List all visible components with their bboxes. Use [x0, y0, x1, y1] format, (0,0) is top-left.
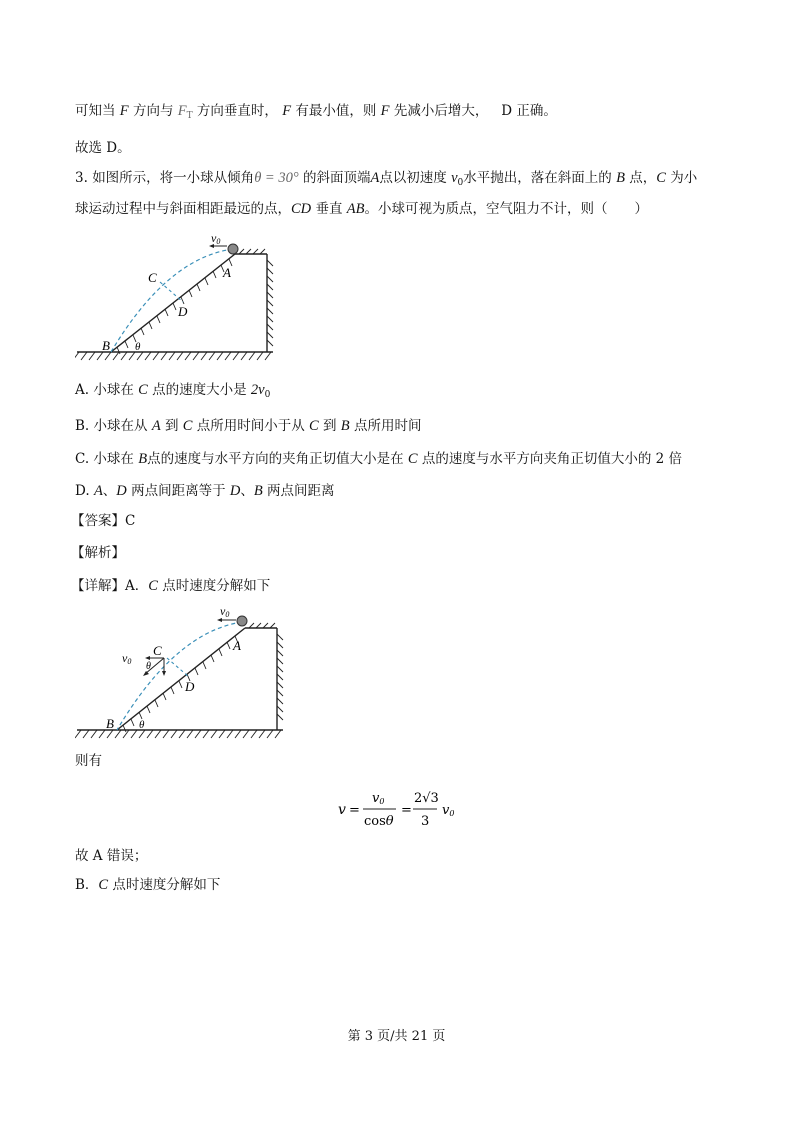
answer-value: C	[125, 513, 136, 529]
var-C: C	[98, 877, 109, 893]
label-v0: v0	[211, 231, 221, 246]
subscript: 0	[457, 178, 464, 188]
text: B．	[75, 877, 99, 893]
var-AB: AB	[346, 201, 365, 217]
cd-dashed-line	[167, 658, 189, 677]
prev-solution-line-1	[75, 101, 557, 126]
text: D 正确。	[501, 103, 557, 119]
var-B: B	[253, 483, 263, 499]
var-B: B	[340, 418, 350, 434]
var-F: F	[380, 103, 390, 119]
wall-hatch	[277, 634, 283, 720]
analysis-label: 【解析】	[71, 545, 125, 561]
text: 水平抛出，落在斜面上的	[463, 170, 612, 186]
var-C: C	[309, 418, 319, 434]
text: 、	[240, 483, 254, 499]
text: 点，	[629, 170, 657, 186]
then-have: 则有	[75, 753, 102, 769]
velocity-formula	[336, 785, 476, 835]
option-a	[75, 380, 270, 405]
var-B: B	[138, 451, 148, 467]
text: 球运动过程中与斜面相距最远的点，	[75, 201, 291, 217]
trajectory-curve	[117, 622, 242, 730]
option-b	[75, 416, 421, 436]
text: 垂直	[315, 201, 343, 217]
label-D: D	[185, 679, 195, 694]
label-C: C	[148, 270, 157, 285]
formula-coef-num: 2√3	[414, 791, 439, 806]
text: A．	[125, 578, 149, 594]
text: D.	[75, 483, 90, 499]
label-theta: θ	[139, 719, 145, 731]
text: 。小球可视为质点，空气阻力不计，则（ ）	[364, 201, 648, 217]
var-C: C	[138, 382, 148, 398]
var-D: D	[116, 483, 127, 499]
text: 点以初速度	[379, 170, 447, 186]
label-v0-top: v0	[220, 604, 230, 619]
formula-v: v	[338, 802, 346, 818]
text: 如图所示，将一小球从倾角	[92, 170, 255, 186]
var-A: A	[93, 483, 103, 499]
formula-coef-den: 3	[421, 814, 430, 829]
label-theta-c: θ	[146, 661, 151, 672]
vy-arrowhead	[162, 671, 166, 676]
page-footer: 第 3 页/共 21 页	[347, 1029, 446, 1044]
var-CD: CD	[291, 201, 312, 217]
label-A: A	[223, 265, 231, 280]
label-D: D	[178, 304, 188, 319]
var-D: D	[229, 483, 241, 499]
platform-hatch	[249, 623, 275, 628]
ball	[237, 616, 247, 626]
label-v0-left: v0	[122, 651, 132, 666]
formula-tail: v0	[442, 803, 455, 818]
detail-line	[71, 576, 270, 596]
conclusion-a: 故 A 错误；	[75, 848, 148, 864]
text: 点所用时间小于从	[196, 418, 305, 434]
label-theta: θ	[135, 341, 141, 353]
incline-hatch	[123, 636, 238, 732]
option-d	[75, 481, 335, 501]
formula-num: v0	[372, 791, 385, 806]
trajectory-curve	[111, 249, 233, 352]
ground-hatch	[75, 352, 271, 360]
formula-den: cosθ	[364, 814, 394, 829]
var-C: C	[656, 170, 666, 186]
detail-label: 【详解】	[71, 578, 125, 594]
var-C: C	[148, 578, 158, 594]
text: 两点间距离	[267, 483, 335, 499]
var-B: B	[616, 170, 625, 186]
text: 方向垂直时，	[196, 103, 278, 119]
formula-eq2: =	[401, 803, 412, 818]
question-number: 3.	[75, 170, 88, 186]
text: B. 小球在从	[75, 418, 148, 434]
text: 先减小后增大，	[393, 103, 489, 119]
subscript: 0	[264, 390, 271, 400]
question-line-2	[75, 199, 648, 219]
text: 、	[102, 483, 117, 499]
text: 点的速度与水平方向夹角正切值大小的 2 倍	[421, 451, 683, 467]
prev-solution-line-2: 故选 D。	[75, 140, 131, 156]
var-F: F	[282, 103, 292, 119]
text: 的斜面顶端	[302, 170, 371, 186]
option-c	[75, 449, 682, 469]
wall-hatch	[267, 260, 273, 346]
question-line-1	[75, 168, 697, 193]
text: 方向与	[132, 103, 174, 119]
label-C: C	[153, 643, 162, 658]
text: 到	[164, 418, 179, 434]
label-B: B	[106, 716, 114, 731]
vx-arrowhead	[145, 656, 150, 660]
var-v: v	[451, 170, 458, 186]
answer-line	[71, 511, 135, 531]
ball	[228, 244, 238, 254]
var-C: C	[407, 451, 418, 467]
text: 点的速度大小是	[152, 382, 247, 398]
text: 到	[323, 418, 337, 434]
value-2v0: 2v	[250, 382, 265, 398]
var-A: A	[151, 418, 161, 434]
text: 有最小值，则	[295, 103, 377, 119]
figure-2-velocity-decomposition	[75, 600, 290, 740]
var-F: F	[177, 103, 187, 119]
platform-hatch	[239, 249, 265, 254]
text: A. 小球在	[75, 382, 134, 398]
label-A: A	[233, 638, 241, 653]
var-C: C	[182, 418, 193, 434]
incline-hatch	[117, 259, 232, 354]
text: 点的速度与水平方向的夹角正切值大小是在	[147, 451, 404, 467]
v0-arrowhead-top	[217, 618, 222, 622]
var-F: F	[119, 103, 129, 119]
var-A: A	[370, 170, 380, 186]
text: 点时速度分解如下	[112, 877, 221, 893]
text: 可知当	[75, 103, 116, 119]
text: 两点间距离等于	[131, 483, 226, 499]
incline-line	[117, 628, 245, 730]
subscript-T: T	[186, 111, 193, 121]
theta-equation: θ = 30°	[254, 170, 299, 186]
detail-b-line	[75, 875, 220, 895]
label-B: B	[102, 338, 110, 353]
answer-label: 【答案】	[71, 513, 125, 529]
text: C. 小球在	[75, 451, 134, 467]
text: 为小	[670, 170, 698, 186]
text: 点所用时间	[353, 418, 422, 434]
ground-hatch	[75, 730, 281, 738]
text: 点时速度分解如下	[162, 578, 271, 594]
formula-eq: =	[349, 803, 360, 818]
figure-1-incline-diagram	[75, 228, 285, 362]
